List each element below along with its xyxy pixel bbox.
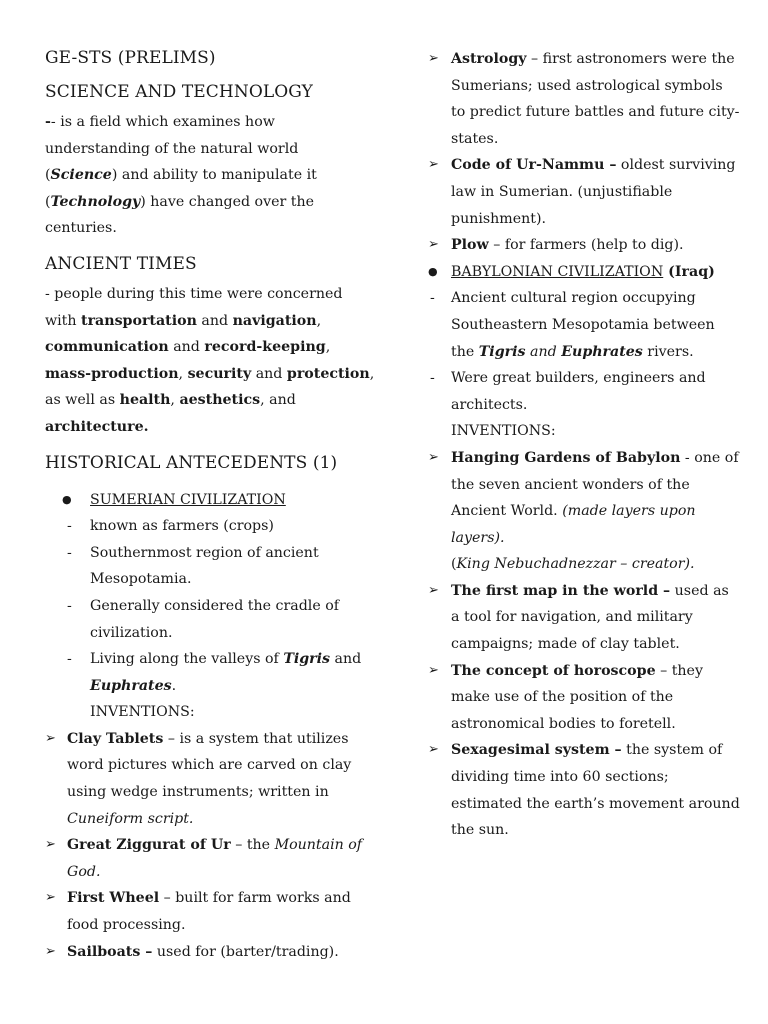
right-list bbox=[428, 46, 740, 844]
ancient-times-paragraph bbox=[45, 281, 375, 441]
list-item bbox=[45, 939, 375, 966]
babylonian-civilization-label: BABYLONIAN CIVILIZATION bbox=[451, 263, 664, 280]
arrow-bullet-icon: ➢ bbox=[428, 742, 439, 758]
sumerian-civilization-label: SUMERIAN CIVILIZATION bbox=[90, 491, 286, 508]
document-title: GE-STS (PRELIMS) bbox=[45, 48, 216, 68]
arrow-bullet-icon: ➢ bbox=[45, 730, 56, 746]
list-item-text: – for farmers (help to dig). bbox=[488, 237, 684, 254]
plow-term: Plow bbox=[451, 237, 489, 254]
def-text-2: ) and ability to manipulate it ( bbox=[45, 167, 317, 210]
ancient-text: , bbox=[316, 312, 322, 329]
layers-note: (made layers upon layers). bbox=[451, 503, 696, 546]
term-protection: protection bbox=[286, 365, 370, 382]
hanging-gardens-term: Hanging Gardens of Babylon bbox=[451, 449, 681, 466]
science-technology-definition bbox=[45, 109, 375, 242]
list-item bbox=[428, 737, 740, 843]
list-item-text: and bbox=[330, 651, 362, 668]
science-term: Science bbox=[50, 167, 112, 184]
list-item-text: used for (barter/trading). bbox=[152, 943, 339, 960]
dash-icon: - bbox=[67, 518, 72, 535]
list-item bbox=[428, 232, 740, 259]
def-dash: - bbox=[45, 114, 51, 130]
ancient-text: and bbox=[168, 339, 205, 356]
list-item bbox=[45, 593, 375, 646]
sexagesimal-term: Sexagesimal system – bbox=[451, 742, 622, 759]
bullet-icon: ● bbox=[428, 264, 438, 278]
term-mass-production: mass-production bbox=[45, 365, 179, 382]
inventions-label-text: INVENTIONS: bbox=[451, 423, 556, 440]
def-text-3: ) have changed over the centuries. bbox=[45, 193, 315, 237]
arrow-bullet-icon: ➢ bbox=[428, 51, 439, 66]
dash-icon: - bbox=[67, 651, 72, 668]
term-aesthetics: aesthetics bbox=[179, 392, 261, 409]
list-item bbox=[45, 540, 375, 593]
dash-icon: - bbox=[67, 544, 72, 561]
code-ur-nammu-term: Code of Ur-Nammu – bbox=[451, 157, 617, 174]
dash-icon: - bbox=[430, 370, 435, 387]
sailboats-term: Sailboats – bbox=[67, 943, 153, 960]
ancient-text: - people during this time were concerned with bbox=[45, 285, 343, 329]
arrow-bullet-icon: ➢ bbox=[45, 943, 56, 959]
arrow-bullet-icon: ➢ bbox=[428, 662, 439, 678]
dash-icon: - bbox=[67, 597, 72, 614]
term-communication: communication bbox=[45, 339, 169, 356]
list-item-text: used as a tool for navigation, and military campaigns; made of clay tablet. bbox=[451, 582, 729, 653]
list-item bbox=[45, 487, 375, 514]
arrow-bullet-icon: ➢ bbox=[428, 157, 439, 173]
list-item bbox=[428, 658, 740, 738]
nebuchadnezzar-note: King Nebuchadnezzar – creator). bbox=[456, 556, 695, 573]
term-record-keeping: record-keeping bbox=[204, 339, 326, 356]
list-item-text: – first astronomers were the Sumerians; used astrological symbols to predict future battles and future city-states. bbox=[451, 51, 740, 147]
arrow-bullet-icon: ➢ bbox=[428, 449, 439, 465]
first-map-term: The first map in the world – bbox=[451, 582, 671, 599]
iraq-label: (Iraq) bbox=[663, 263, 715, 280]
term-navigation: navigation bbox=[232, 312, 317, 329]
list-item-text: Ancient cultural region occupying Southeastern Mesopotamia between the bbox=[451, 290, 715, 360]
ancient-times-heading: ANCIENT TIMES bbox=[45, 253, 197, 274]
list-item bbox=[45, 726, 375, 832]
list-item bbox=[428, 152, 740, 232]
term-security: security bbox=[187, 365, 252, 382]
list-item bbox=[428, 46, 740, 152]
list-item-text: – they make use of the position of the astronomical bodies to foretell. bbox=[451, 662, 703, 732]
arrow-bullet-icon: ➢ bbox=[45, 837, 56, 853]
term-health: health bbox=[119, 392, 171, 409]
list-item-text: Southernmost region of ancient Mesopotamia. bbox=[90, 544, 319, 588]
def-text-1: - is a field which examines how understanding of the natural world ( bbox=[45, 114, 299, 184]
ancient-text: and bbox=[251, 365, 287, 382]
list-item bbox=[45, 832, 375, 885]
tigris-term: Tigris bbox=[478, 343, 526, 360]
ancient-text: , and bbox=[260, 392, 296, 409]
right-column bbox=[428, 46, 740, 844]
list-item-text: rivers. bbox=[642, 343, 694, 360]
list-item-text: – is a system that utilizes word pictures which are carved on clay using wedge instruments; written in bbox=[67, 730, 352, 801]
list-item bbox=[428, 365, 740, 418]
inventions-label bbox=[428, 418, 740, 445]
list-item bbox=[428, 285, 740, 365]
list-item-text: - one of the seven ancient wonders of the Ancient World. bbox=[451, 449, 739, 520]
tigris-term: Tigris bbox=[283, 651, 331, 668]
ancient-text: , bbox=[325, 339, 331, 356]
list-item-text: . bbox=[171, 677, 177, 694]
list-item-text: – the bbox=[230, 837, 275, 854]
list-item-text: and bbox=[525, 343, 562, 360]
list-item bbox=[428, 445, 740, 578]
list-item bbox=[45, 646, 375, 699]
list-item bbox=[428, 578, 740, 658]
term-transportation: transportation bbox=[81, 312, 197, 329]
historical-antecedents-heading: HISTORICAL ANTECEDENTS (1) bbox=[45, 452, 338, 473]
astrology-term: Astrology bbox=[451, 51, 527, 67]
first-wheel-term: First Wheel bbox=[67, 890, 160, 907]
cuneiform-term: Cuneiform script. bbox=[67, 810, 194, 827]
list-item-text: ( bbox=[451, 556, 457, 573]
horoscope-term: The concept of horoscope bbox=[451, 662, 656, 679]
list-item-text: Living along the valleys of bbox=[90, 651, 284, 668]
ancient-text: , bbox=[170, 392, 180, 409]
bullet-icon: ● bbox=[62, 492, 72, 506]
ancient-text: and bbox=[196, 312, 233, 329]
ancient-text: , as well as bbox=[45, 365, 375, 409]
clay-tablets-term: Clay Tablets bbox=[67, 730, 164, 747]
list-item-text: oldest surviving law in Sumerian. (unjustifiable punishment). bbox=[451, 157, 736, 227]
arrow-bullet-icon: ➢ bbox=[428, 237, 439, 253]
euphrates-term: Euphrates bbox=[561, 343, 643, 360]
list-item-text: known as farmers (crops) bbox=[90, 518, 274, 535]
euphrates-term: Euphrates bbox=[90, 677, 172, 694]
ziggurat-term: Great Ziggurat of Ur bbox=[67, 837, 231, 854]
list-item-text: – built for farm works and food processing. bbox=[67, 890, 351, 934]
list-item-text: Generally considered the cradle of civilization. bbox=[90, 597, 340, 641]
dash-icon: - bbox=[430, 290, 435, 307]
left-column bbox=[45, 48, 375, 965]
arrow-bullet-icon: ➢ bbox=[428, 582, 439, 598]
list-item-text: Were great builders, engineers and architects. bbox=[451, 370, 706, 413]
inventions-label-text: INVENTIONS: bbox=[90, 704, 195, 721]
list-item bbox=[45, 885, 375, 938]
list-item bbox=[45, 513, 375, 540]
science-technology-heading: SCIENCE AND TECHNOLOGY bbox=[45, 82, 313, 102]
mountain-of-god-term: Mountain of God. bbox=[67, 837, 363, 880]
list-item bbox=[428, 259, 740, 286]
sumerian-list bbox=[45, 487, 375, 966]
ancient-text: , bbox=[178, 365, 188, 382]
arrow-bullet-icon: ➢ bbox=[45, 890, 56, 906]
technology-term: Technology bbox=[50, 193, 141, 210]
term-architecture: architecture. bbox=[45, 418, 149, 435]
list-item-text: the system of dividing time into 60 sections; estimated the earth’s movement around the sun. bbox=[451, 742, 740, 839]
inventions-label bbox=[45, 699, 375, 726]
